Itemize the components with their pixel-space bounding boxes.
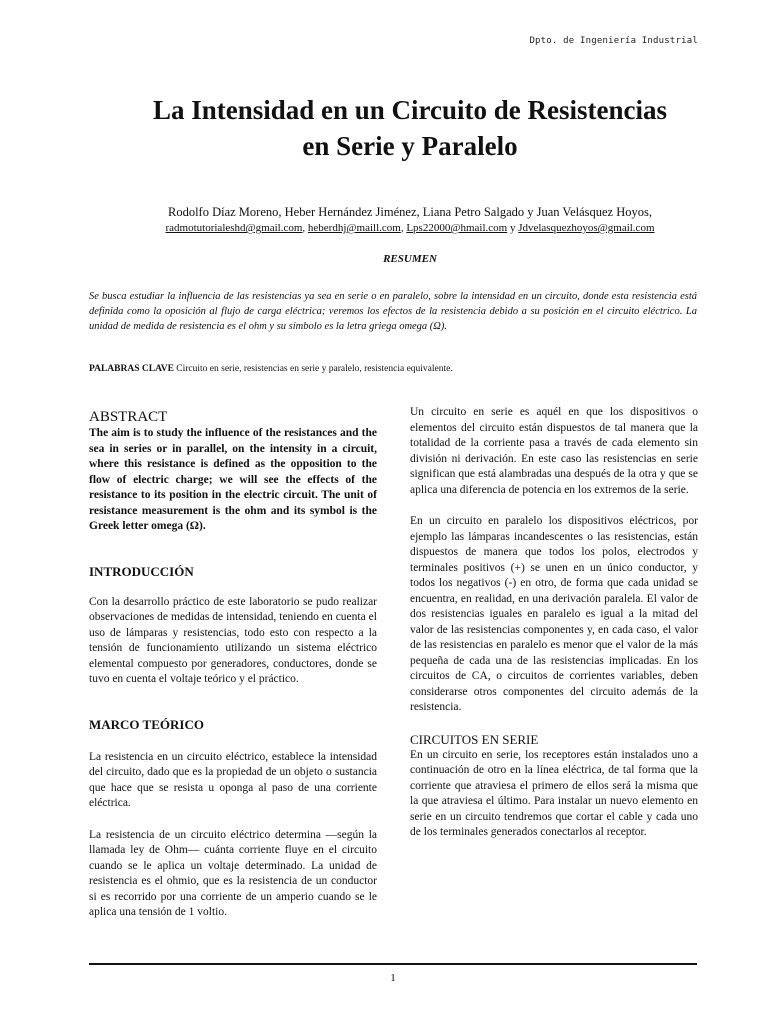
keywords-label: PALABRAS CLAVE bbox=[89, 364, 174, 374]
email-link-2[interactable]: heberdhj@maill.com bbox=[307, 222, 401, 234]
circuitos-en-serie-body: En un circuito en serie, los receptores están instalados uno a continuación de otro en la línea eléctrica, de tal forma que la corriente que atraviesa el primero de ellos será la misma que la que atraviesa el último. Para instalar un nuevo elemento en serie en un circuito tendremos que cortar el cable y cada uno de los terminales generados conectarlos al receptor. bbox=[410, 748, 698, 838]
email-link-3[interactable]: Lps22000@hmail.com bbox=[406, 222, 508, 234]
author-emails bbox=[90, 222, 730, 234]
abstract-body: The aim is to study the influence of the resistances and the sea in series or in parallel, on the intensity in a circuit, where this resistance is defined as the opposition to the flow of electric charge; we will see the effects of the resistance to its position in the electric circuit. The unit of resistance measurement is the ohm and its symbol is the Greek letter omega (Ω). bbox=[89, 427, 377, 532]
email-link-1[interactable]: radmotutorialeshd@gmail.com bbox=[165, 222, 303, 234]
parallel-circuit-paragraph: En un circuito en paralelo los dispositivos eléctricos, por ejemplo las lámparas incandescentes o las resistencias, están dispuestos de manera que todos los polos, electrodos y terminales positivos (+) se unen en un único conductor, y todos los negativos (-) en otro, de forma que cada unidad se encuentra, en realidad, en una derivación paralela. El valor de dos resistencias iguales en paralelo es igual a la mitad del valor de las resistencias componentes y, en cada caso, el valor de las resistencias en paralelo es menor que el valor de la más pequeña de cada una de las resistencias implicadas. En los circuitos de CA, o circuitos de corrientes variables, deben considerarse otros componentes del circuito además de la resistencia. bbox=[410, 515, 698, 713]
resumen-heading: RESUMEN bbox=[383, 253, 437, 265]
keywords-text: Circuito en serie, resistencias en serie y paralelo, resistencia equivalente. bbox=[173, 364, 453, 374]
series-circuit-paragraph: Un circuito en serie es aquél en que los dispositivos o elementos del circuito están dispuestos de tal manera que la totalidad de la corriente pasa a través de cada elemento sin división ni derivación. En este caso las resistencias en serie significan que está alambradas una después de la otra y que se aplica una diferencia de potencia en los extremos de la serie. bbox=[410, 406, 698, 496]
authors: Rodolfo Díaz Moreno, Heber Hernández Jiménez, Liana Petro Salgado y Juan Velásquez Hoyos, bbox=[167, 205, 652, 219]
abstract-heading: ABSTRACT bbox=[89, 409, 168, 425]
marco-teorico-p2: La resistencia de un circuito eléctrico determina —según la llamada ley de Ohm— cuánta corriente fluye en el circuito cuando se le aplica un voltaje determinado. La unidad de resistencia es el ohmio, que es la resistencia de un conductor si es recorrido por una corriente de un amperio cuando se le aplica una tensión de 1 voltio. bbox=[89, 828, 377, 918]
marco-teorico-p1: La resistencia en un circuito eléctrico, establece la intensidad del circuito, dado que es la propiedad de un objeto o sustancia que hace que se resista u oponga al paso de una corriente eléctrica. bbox=[89, 750, 377, 809]
paper-title bbox=[90, 92, 730, 164]
email-link-4[interactable]: Jdvelasquezhoyos@gmail.com bbox=[518, 222, 655, 234]
introduccion-body: Con la desarrollo práctico de este laboratorio se pudo realizar observaciones de medidas de intensidad, teniendo en cuenta el uso de lámparas y resistencias, todo esto con respecto a la tensión de funcionamiento utilizando un sistema eléctrico elemental compuesto por generadores, conductores, donde se tuvo en cuenta el voltaje teórico y el práctico. bbox=[89, 595, 377, 685]
marco-teorico-heading: MARCO TEÓRICO bbox=[89, 716, 204, 732]
circuitos-en-serie-heading: CIRCUITOS EN SERIE bbox=[410, 731, 539, 747]
left-column bbox=[89, 405, 377, 921]
email-separator: , bbox=[302, 222, 308, 234]
right-column bbox=[410, 405, 698, 841]
email-separator: , bbox=[400, 222, 407, 234]
page-number: 1 bbox=[390, 972, 396, 984]
resumen-body: Se busca estudiar la influencia de las resistencias ya sea en serie o en paralelo, sobre la intensidad en un circuito, donde esta resistencia está definida como la oposición al flujo de carga eléctrica; veremos los efectos de la resistencia debido a su posición en el circuito eléctrico. La unidad de medida de resistencia es el ohm y su símbolo es la letra griega omega (Ω). bbox=[89, 291, 697, 332]
title-line-2: en Serie y Paralelo bbox=[302, 131, 518, 161]
department-header: Dpto. de Ingeniería Industrial bbox=[529, 36, 698, 46]
title-line-1: La Intensidad en un Circuito de Resistencias bbox=[152, 95, 668, 125]
footer-rule bbox=[89, 963, 697, 965]
email-conjunction: y bbox=[507, 222, 519, 234]
introduccion-heading: INTRODUCCIÓN bbox=[89, 563, 194, 579]
keywords bbox=[89, 364, 697, 374]
